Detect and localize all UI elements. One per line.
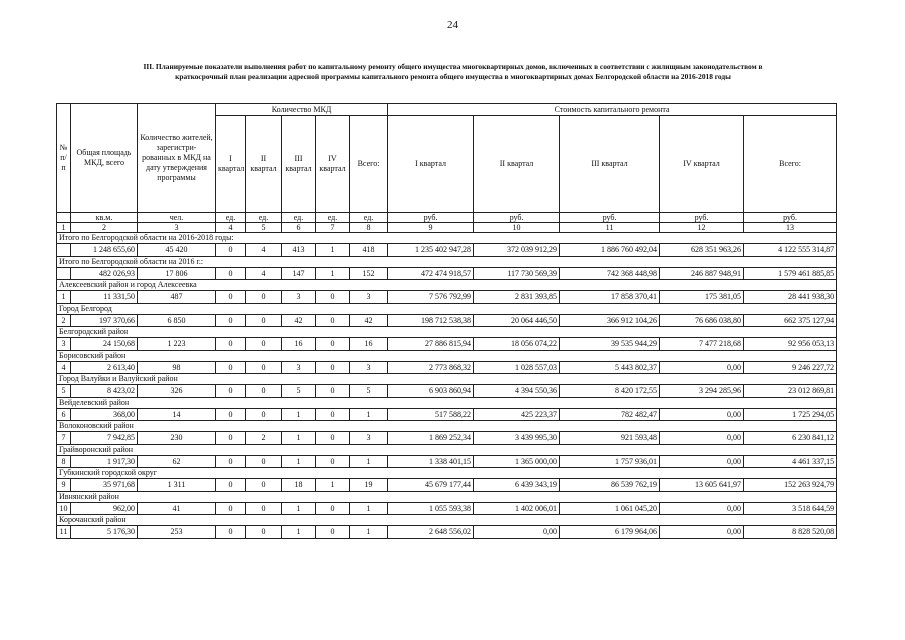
table-cell: 0 (246, 502, 282, 515)
table-cell: 0 (216, 244, 246, 257)
table-cell: 5 443 802,37 (560, 361, 660, 374)
unit-cell: ед. (350, 213, 388, 223)
table-cell: 4 461 337,15 (744, 455, 837, 468)
unit-cell: ед. (316, 213, 350, 223)
table-cell: 0 (216, 455, 246, 468)
table-cell: 1 (350, 526, 388, 539)
unit-cell: ед. (282, 213, 316, 223)
table-cell: 3 (57, 338, 71, 351)
table-cell: 0 (316, 526, 350, 539)
table-cell: 2 831 393,85 (474, 291, 560, 304)
table-cell: 3 (350, 432, 388, 445)
table-cell: 13 605 641,97 (660, 479, 744, 492)
table-cell: 0 (216, 291, 246, 304)
table-cell: 1 (316, 267, 350, 280)
table-row (57, 314, 837, 327)
table-cell: 0 (316, 455, 350, 468)
table-cell: 3 439 995,30 (474, 432, 560, 445)
section-row (57, 397, 837, 408)
table-cell: 7 576 792,99 (388, 291, 474, 304)
table-cell: 20 064 446,50 (474, 314, 560, 327)
table-cell: 86 539 762,19 (560, 479, 660, 492)
table-cell: 0 (216, 314, 246, 327)
table-cell: 19 (350, 479, 388, 492)
unit-cell: руб. (560, 213, 660, 223)
section-row (57, 515, 837, 526)
table-cell: 1 725 294,05 (744, 408, 837, 421)
section-row (57, 374, 837, 385)
table-cell: 1 (57, 291, 71, 304)
table-cell: 472 474 918,57 (388, 267, 474, 280)
column-numbers-row (57, 223, 837, 233)
table-cell: 1 028 557,03 (474, 361, 560, 374)
table-cell: 6 439 343,19 (474, 479, 560, 492)
table-cell: 6 903 860,94 (388, 385, 474, 398)
column-number-cell: 3 (138, 223, 216, 233)
header-mkd-q1: I квартал (216, 116, 246, 213)
column-number-cell: 10 (474, 223, 560, 233)
table-cell: 62 (138, 455, 216, 468)
table-cell: 487 (138, 291, 216, 304)
table-cell: 5 176,30 (71, 526, 138, 539)
table-cell: 0 (216, 479, 246, 492)
table-cell: 0 (316, 291, 350, 304)
title-line-2: краткосрочный план реализации адресной программы капитального ремонта общего имущества в многоквартирных домах Белгородской области на 2016-2018 годы (175, 72, 731, 81)
column-number-cell: 4 (216, 223, 246, 233)
table-cell: 28 441 938,30 (744, 291, 837, 304)
column-number-cell: 5 (246, 223, 282, 233)
table-row (57, 455, 837, 468)
table-cell: 253 (138, 526, 216, 539)
table-cell: 0,00 (660, 361, 744, 374)
header-cost-q1: I квартал (388, 116, 474, 213)
table-cell: 372 039 912,29 (474, 244, 560, 257)
table-cell: 8 (57, 455, 71, 468)
table-cell: 16 (282, 338, 316, 351)
table-cell: 198 712 538,38 (388, 314, 474, 327)
table-cell: 3 (350, 291, 388, 304)
table-body (57, 233, 837, 539)
table-cell: 76 686 038,80 (660, 314, 744, 327)
table-cell: 0 (246, 455, 282, 468)
table-cell: 27 886 815,94 (388, 338, 474, 351)
table-cell: 3 (282, 291, 316, 304)
table-cell: 0 (216, 432, 246, 445)
table-row (57, 338, 837, 351)
table-row (57, 244, 837, 257)
header-mkd-total: Всего: (350, 116, 388, 213)
table-cell: 1 886 760 492,04 (560, 244, 660, 257)
table-cell: 0,00 (660, 502, 744, 515)
header-cost-q2: II квартал (474, 116, 560, 213)
table-cell: 246 887 948,91 (660, 267, 744, 280)
section-title: Ивнянский район (57, 491, 837, 502)
table-cell: 9 246 227,72 (744, 361, 837, 374)
table-cell: 1 248 655,60 (71, 244, 138, 257)
table-cell: 0 (246, 361, 282, 374)
header-cost-group: Стоимость капитального ремонта (388, 104, 837, 116)
table-cell: 3 294 285,96 (660, 385, 744, 398)
table-cell: 921 593,48 (560, 432, 660, 445)
header-num: № п/п (57, 104, 71, 213)
table-cell: 11 (57, 526, 71, 539)
section-row (57, 444, 837, 455)
table-cell: 18 (282, 479, 316, 492)
table-cell: 45 679 177,44 (388, 479, 474, 492)
table-cell: 662 375 127,94 (744, 314, 837, 327)
section-row (57, 350, 837, 361)
section-title: Губкинский городской округ (57, 468, 837, 479)
table-cell: 628 351 963,26 (660, 244, 744, 257)
table-cell: 5 (57, 385, 71, 398)
header-cost-total: Всего: (744, 116, 837, 213)
table-cell: 0 (246, 291, 282, 304)
header-cost-q3: III квартал (560, 116, 660, 213)
table-row (57, 361, 837, 374)
table-cell: 0 (316, 338, 350, 351)
table-cell: 6 230 841,12 (744, 432, 837, 445)
table-cell: 42 (282, 314, 316, 327)
table-cell: 2 773 868,32 (388, 361, 474, 374)
table-cell: 0 (216, 502, 246, 515)
table-row (57, 502, 837, 515)
capital-repair-table (56, 103, 837, 539)
table-cell: 1 (282, 432, 316, 445)
unit-cell: чел. (138, 213, 216, 223)
section-title: Белгородский район (57, 327, 837, 338)
table-cell: 8 423,02 (71, 385, 138, 398)
header-cost-q4: IV квартал (660, 116, 744, 213)
header-mkd-q2: II квартал (246, 116, 282, 213)
table-cell: 4 (246, 267, 282, 280)
table-cell: 0 (216, 267, 246, 280)
table-cell: 23 012 869,81 (744, 385, 837, 398)
table-cell: 7 (57, 432, 71, 445)
table-cell: 0,00 (660, 432, 744, 445)
table-row (57, 267, 837, 280)
table-cell: 1 757 936,01 (560, 455, 660, 468)
unit-cell: руб. (388, 213, 474, 223)
table-cell: 35 971,68 (71, 479, 138, 492)
table-cell: 0,00 (660, 526, 744, 539)
table-cell: 0 (216, 338, 246, 351)
table-cell (57, 267, 71, 280)
table-cell: 1 (350, 408, 388, 421)
table-cell: 1 917,30 (71, 455, 138, 468)
table-cell: 18 056 074,22 (474, 338, 560, 351)
column-number-cell: 7 (316, 223, 350, 233)
table-cell: 3 (350, 361, 388, 374)
table-row (57, 385, 837, 398)
table-cell: 17 806 (138, 267, 216, 280)
section-title: Город Валуйки и Валуйский район (57, 374, 837, 385)
section-row (57, 256, 837, 267)
table-cell: 41 (138, 502, 216, 515)
table-cell: 0 (216, 526, 246, 539)
table-cell: 1 869 252,34 (388, 432, 474, 445)
table-cell: 4 (246, 244, 282, 257)
table-cell: 4 (57, 361, 71, 374)
table-cell: 0,00 (660, 455, 744, 468)
table-cell: 92 956 053,13 (744, 338, 837, 351)
table-cell: 39 535 944,29 (560, 338, 660, 351)
table-cell: 962,00 (71, 502, 138, 515)
table-cell: 1 061 045,20 (560, 502, 660, 515)
table-cell: 4 394 550,36 (474, 385, 560, 398)
table-cell: 117 730 569,39 (474, 267, 560, 280)
table-cell: 0 (246, 408, 282, 421)
table-cell: 147 (282, 267, 316, 280)
unit-cell: руб. (660, 213, 744, 223)
table-cell: 1 055 593,38 (388, 502, 474, 515)
table-cell: 0,00 (660, 408, 744, 421)
table-cell: 5 (350, 385, 388, 398)
table-cell: 1 (282, 455, 316, 468)
table-cell: 1 (350, 455, 388, 468)
header-mkd-group: Количество МКД (216, 104, 388, 116)
section-row (57, 421, 837, 432)
table-cell: 7 477 218,68 (660, 338, 744, 351)
column-number-cell: 1 (57, 223, 71, 233)
table-cell: 175 381,05 (660, 291, 744, 304)
table-row (57, 291, 837, 304)
column-number-cell: 8 (350, 223, 388, 233)
table-cell: 1 (350, 502, 388, 515)
table-cell: 0 (246, 314, 282, 327)
table-cell: 368,00 (71, 408, 138, 421)
section-title: Корочанский район (57, 515, 837, 526)
table-cell: 742 368 448,98 (560, 267, 660, 280)
table-cell: 24 150,68 (71, 338, 138, 351)
table-cell: 98 (138, 361, 216, 374)
unit-cell: ед. (246, 213, 282, 223)
table-cell: 11 331,50 (71, 291, 138, 304)
table-cell (57, 244, 71, 257)
section-row (57, 327, 837, 338)
section-row (57, 303, 837, 314)
table-cell: 0 (246, 338, 282, 351)
section-title: Итого по Белгородской области на 2016 г.: (57, 256, 837, 267)
table-cell: 0 (246, 526, 282, 539)
section-title: Борисовский район (57, 350, 837, 361)
table-cell: 0 (316, 361, 350, 374)
document-title (78, 62, 828, 82)
table-cell: 14 (138, 408, 216, 421)
unit-cell: руб. (744, 213, 837, 223)
table-cell: 0 (246, 385, 282, 398)
table-cell: 326 (138, 385, 216, 398)
table-cell: 4 122 555 314,87 (744, 244, 837, 257)
table-cell: 45 420 (138, 244, 216, 257)
table-cell: 230 (138, 432, 216, 445)
section-title: Волоконовский район (57, 421, 837, 432)
table-cell: 482 026,93 (71, 267, 138, 280)
table-cell: 1 579 461 885,85 (744, 267, 837, 280)
section-title: Итого по Белгородской области на 2016-2018 годы: (57, 233, 837, 244)
section-row (57, 280, 837, 291)
table-cell: 197 370,66 (71, 314, 138, 327)
table-cell: 5 (282, 385, 316, 398)
table-cell: 152 263 924,79 (744, 479, 837, 492)
title-line-1: III. Планируемые показатели выполнения работ по капитальному ремонту общего имущества многоквартирных домов, включенных в соответствии с жилищным законодательством в (143, 62, 763, 71)
table-cell: 1 (282, 408, 316, 421)
table-cell: 1 (282, 502, 316, 515)
section-row (57, 468, 837, 479)
table-cell: 42 (350, 314, 388, 327)
table-cell: 782 482,47 (560, 408, 660, 421)
table-row (57, 526, 837, 539)
table-cell: 366 912 104,26 (560, 314, 660, 327)
section-title: Грайворонский район (57, 444, 837, 455)
table-cell: 7 942,85 (71, 432, 138, 445)
table-cell: 6 (57, 408, 71, 421)
table-cell: 1 235 402 947,28 (388, 244, 474, 257)
table-cell: 413 (282, 244, 316, 257)
table-cell: 0 (316, 408, 350, 421)
table-cell: 0 (216, 385, 246, 398)
table-cell: 0 (216, 361, 246, 374)
section-row (57, 233, 837, 244)
section-row (57, 491, 837, 502)
table-cell: 16 (350, 338, 388, 351)
table-cell: 1 311 (138, 479, 216, 492)
column-number-cell: 9 (388, 223, 474, 233)
table-cell: 2 648 556,02 (388, 526, 474, 539)
column-number-cell: 11 (560, 223, 660, 233)
unit-cell: кв.м. (71, 213, 138, 223)
header-residents: Количество жителей, зарегистри-рованных в МКД на дату утверждения программы (138, 104, 216, 213)
table-cell: 0,00 (474, 526, 560, 539)
unit-cell: ед. (216, 213, 246, 223)
table-cell: 2 (57, 314, 71, 327)
table-cell: 418 (350, 244, 388, 257)
table-cell: 0 (216, 408, 246, 421)
table-cell: 1 365 000,00 (474, 455, 560, 468)
table-cell: 0 (246, 479, 282, 492)
units-row (57, 213, 837, 223)
table-cell: 1 223 (138, 338, 216, 351)
section-title: Алексеевский район и город Алексеевка (57, 280, 837, 291)
table-cell: 9 (57, 479, 71, 492)
table-row (57, 408, 837, 421)
column-number-cell: 6 (282, 223, 316, 233)
table-cell: 0 (316, 432, 350, 445)
table-cell: 0 (316, 385, 350, 398)
table-cell: 2 613,40 (71, 361, 138, 374)
header-mkd-q4: IV квартал (316, 116, 350, 213)
table-cell: 152 (350, 267, 388, 280)
header-area: Общая площадь МКД, всего (71, 104, 138, 213)
table-cell: 425 223,37 (474, 408, 560, 421)
column-number-cell: 12 (660, 223, 744, 233)
table-cell: 1 338 401,15 (388, 455, 474, 468)
table-cell: 0 (316, 314, 350, 327)
table-cell: 6 179 964,06 (560, 526, 660, 539)
table-row (57, 479, 837, 492)
section-title: Город Белгород (57, 303, 837, 314)
table-cell: 3 518 644,59 (744, 502, 837, 515)
table-cell: 1 402 006,01 (474, 502, 560, 515)
column-number-cell: 13 (744, 223, 837, 233)
table-cell: 3 (282, 361, 316, 374)
header-mkd-q3: III квартал (282, 116, 316, 213)
table-row (57, 432, 837, 445)
page-number: 24 (447, 19, 458, 31)
table-cell: 17 858 370,41 (560, 291, 660, 304)
table-cell: 8 828 520,08 (744, 526, 837, 539)
unit-cell: руб. (474, 213, 560, 223)
table-cell: 0 (316, 502, 350, 515)
table-cell: 6 850 (138, 314, 216, 327)
table-cell: 1 (282, 526, 316, 539)
column-number-cell: 2 (71, 223, 138, 233)
table-cell: 517 588,22 (388, 408, 474, 421)
table-cell: 1 (316, 244, 350, 257)
table-cell: 2 (246, 432, 282, 445)
section-title: Вейделевский район (57, 397, 837, 408)
table-cell: 10 (57, 502, 71, 515)
table-cell: 1 (316, 479, 350, 492)
unit-cell (57, 213, 71, 223)
table-cell: 8 420 172,55 (560, 385, 660, 398)
